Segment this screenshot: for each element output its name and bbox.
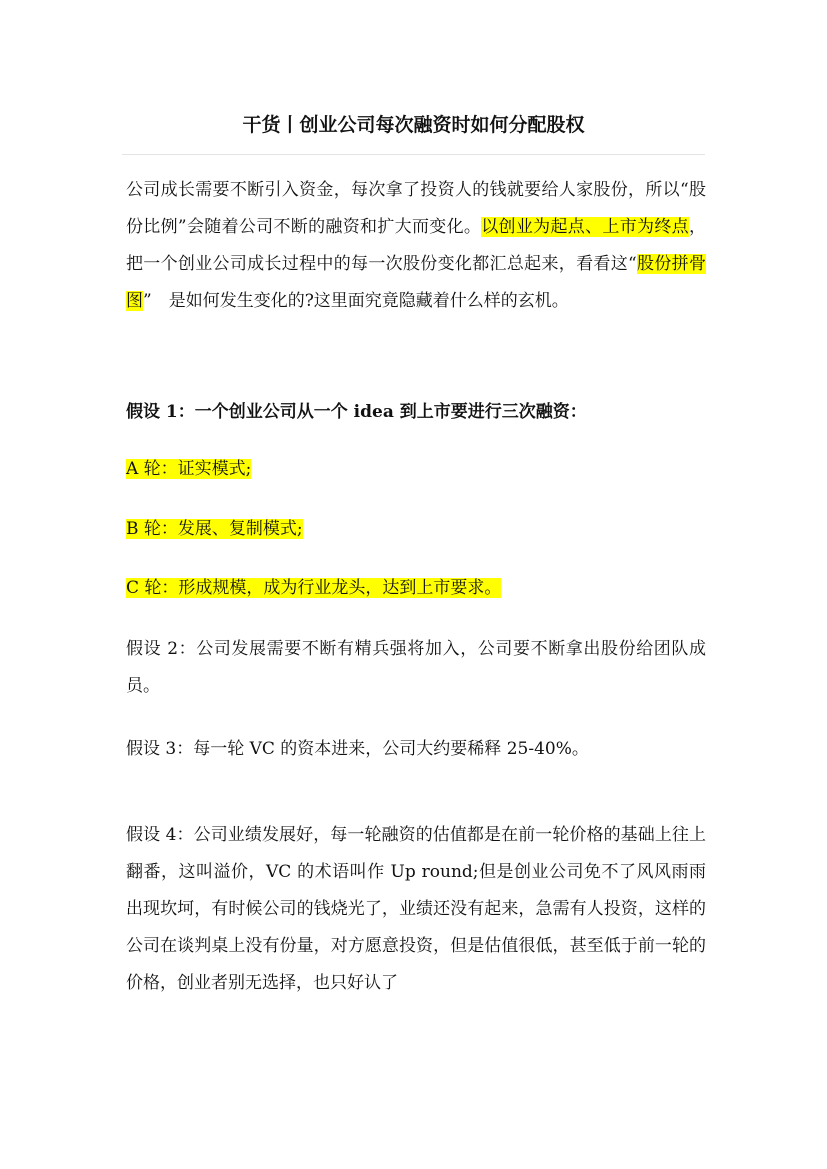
round-a-label: A 轮：证实模式;: [126, 459, 252, 479]
page-title: 干货丨创业公司每次融资时如何分配股权: [242, 114, 585, 136]
intro-highlight-1: 以创业为起点、上市为终点: [481, 217, 689, 237]
intro-text-1: 公司成长需要不断引入资金，每次拿了投资人的钱就要给人家股份，所以“股份比例”会随着公司不断的融资和扩大而变化。: [126, 180, 706, 237]
assumption-2-paragraph: 假设 2：公司发展需要不断有精兵强将加入，公司要不断拿出股份给团队成员。: [126, 639, 706, 696]
round-c-item: [126, 570, 716, 607]
assumption-1-heading: 假设 1：一个创业公司从一个 idea 到上市要进行三次融资：: [126, 402, 587, 422]
intro-text-2: ，把一个创业公司成长过程中的每一次股份变化都汇总起来，看看这“: [126, 217, 706, 274]
round-a-item: [126, 451, 716, 488]
intro-highlight-2: 股份拼骨图: [126, 254, 706, 311]
assumption-3-paragraph: 假设 3：每一轮 VC 的资本进来，公司大约要稀释 25-40%。: [126, 739, 589, 759]
round-b-item: [126, 511, 716, 548]
title-divider: [122, 154, 705, 155]
assumption-4-paragraph: 假设 4：公司业绩发展好，每一轮融资的估值都是在前一轮价格的基础上往上翻番，这叫溢价，VC 的术语叫作 Up round;但是创业公司免不了风风雨雨出现坎坷，有时候公司的钱烧光了，业绩还没有起来，急需有人投资，这样的公司在谈判桌上没有份量，对方愿意投资，但是估值很低，甚至低于前一轮的价格，创业者别无选择，也只好认了: [126, 825, 706, 993]
intro-text-3: ” 是如何发生变化的?这里面究竟隐藏着什么样的玄机。: [143, 291, 569, 311]
intro-paragraph: [126, 172, 706, 320]
round-c-label: C 轮：形成规模，成为行业龙头，达到上市要求。: [126, 578, 502, 598]
round-b-label: B 轮：发展、复制模式;: [126, 519, 303, 539]
